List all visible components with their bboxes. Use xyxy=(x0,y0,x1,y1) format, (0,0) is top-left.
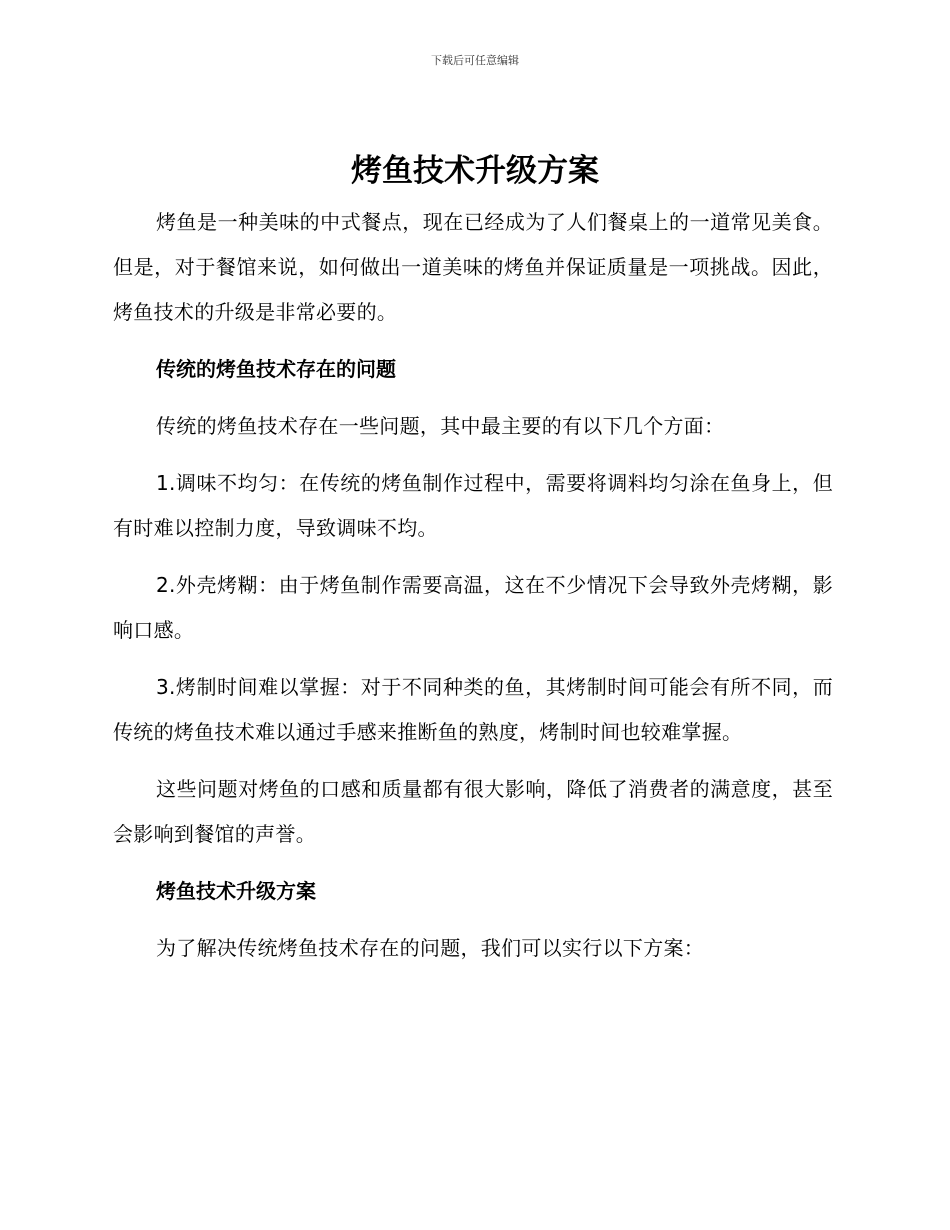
problem-item-2: 2.外壳烤糊：由于烤鱼制作需要高温，这在不少情况下会导致外壳烤糊，影响口感。 xyxy=(113,573,833,642)
problem-item-1: 1.调味不均匀：在传统的烤鱼制作过程中，需要将调料均匀涂在鱼身上，但有时难以控制力度，导致调味不均。 xyxy=(113,471,833,540)
section-heading-upgrade-plan: 烤鱼技术升级方案 xyxy=(156,879,316,903)
upgrade-lead-paragraph: 为了解决传统烤鱼技术存在的问题，我们可以实行以下方案： xyxy=(156,936,705,960)
intro-paragraph: 烤鱼是一种美味的中式餐点，现在已经成为了人们餐桌上的一道常见美食。 但是，对于餐馆来说，如何做出一道美味的烤鱼并保证质量是一项挑战。因此，烤鱼技术的升级是非常必要的。 xyxy=(113,210,833,324)
problem-item-3: 3.烤制时间难以掌握：对于不同种类的鱼，其烤制时间可能会有所不同，而传统的烤鱼技术难以通过手感来推断鱼的熟度，烤制时间也较难掌握。 xyxy=(113,675,833,744)
section-heading-problems: 传统的烤鱼技术存在的问题 xyxy=(156,357,396,381)
problems-lead-paragraph: 传统的烤鱼技术存在一些问题，其中最主要的有以下几个方面： xyxy=(156,414,725,438)
document-title: 烤鱼技术升级方案 xyxy=(351,153,599,189)
page-header-note: 下载后可任意编辑 xyxy=(431,54,519,67)
problems-summary-paragraph: 这些问题对烤鱼的口感和质量都有很大影响，降低了消费者的满意度，甚至会影响到餐馆的声誉。 xyxy=(113,777,833,846)
document-body xyxy=(113,200,833,983)
